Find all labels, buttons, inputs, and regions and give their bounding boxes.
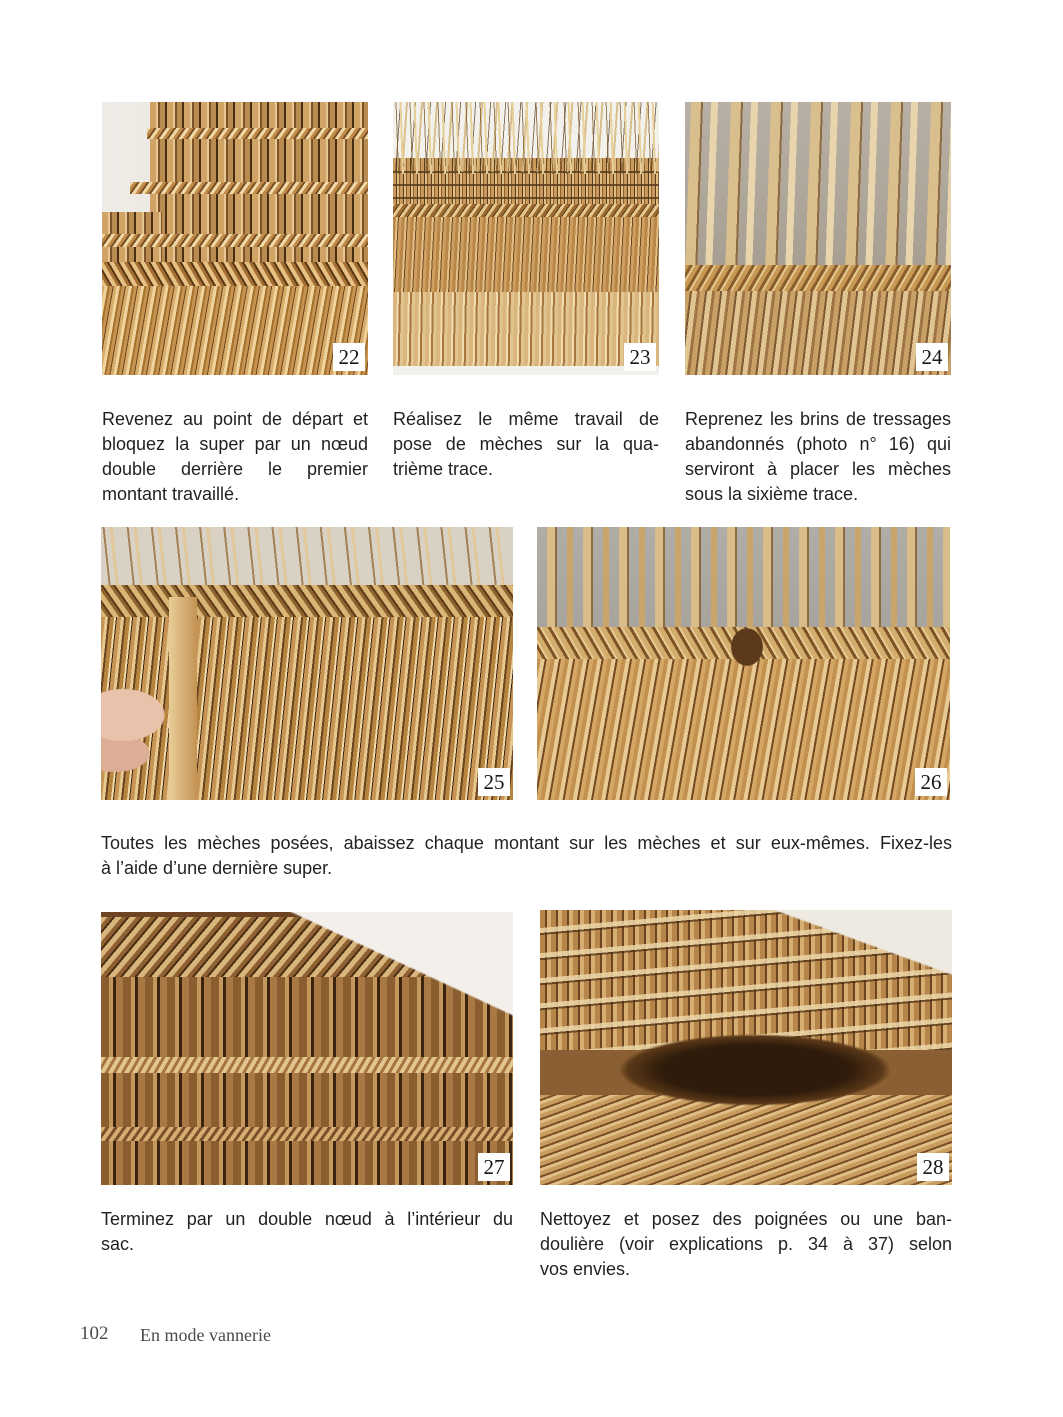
caption-line: Nettoyez et posez des poignées ou une ban- [540,1209,952,1229]
caption-line: Reprenez les brins de tressages [685,409,951,429]
running-title: En mode vannerie [140,1325,271,1345]
caption-line: bloquez la super par un nœud [102,434,368,454]
photo-number-badge: 22 [333,343,365,371]
caption-line: Toutes les mèches posées, abaissez chaque montant sur les mèches et sur eux-mêmes. Fixez-les [101,833,952,853]
caption-line: Terminez par un double nœud à l’intérieur du [101,1209,513,1229]
caption-line: sous la sixième trace. [685,484,859,504]
photo-number-badge: 25 [478,768,510,796]
caption-line: à l’aide d’une dernière super. [101,858,333,878]
step-photo-24 [685,102,951,375]
caption-line: trième trace. [393,459,494,479]
step-photo-28 [540,910,952,1185]
caption-line: doulière (voir explications p. 34 à 37) selon [540,1234,952,1254]
step-photo-27 [101,912,513,1185]
caption-line: montant travaillé. [102,484,240,504]
photo-number-badge: 28 [917,1153,949,1181]
caption-step-24 [685,407,951,507]
caption-line: pose de mèches sur la qua- [393,434,659,454]
photo-number-badge: 26 [915,768,947,796]
step-photo-22 [102,102,368,375]
caption-step-22 [102,407,368,507]
photo-number-badge: 27 [478,1153,510,1181]
photo-number-badge: 23 [624,343,656,371]
step-photo-25 [101,527,513,800]
caption-line: sac. [101,1234,135,1254]
caption-step-28 [540,1207,952,1282]
caption-line: vos envies. [540,1259,631,1279]
caption-steps-25-26 [101,831,952,881]
caption-line: Réalisez le même travail de [393,409,659,429]
photo-number-badge: 24 [916,343,948,371]
caption-line: serviront à placer les mèches [685,459,951,479]
caption-step-23 [393,407,659,482]
caption-line: Revenez au point de départ et [102,409,368,429]
caption-line: double derrière le premier [102,459,368,479]
step-photo-26 [537,527,950,800]
caption-line: abandonnés (photo n° 16) qui [685,434,951,454]
step-photo-23 [393,102,659,375]
caption-step-27 [101,1207,513,1257]
page-number: 102 [80,1323,109,1344]
